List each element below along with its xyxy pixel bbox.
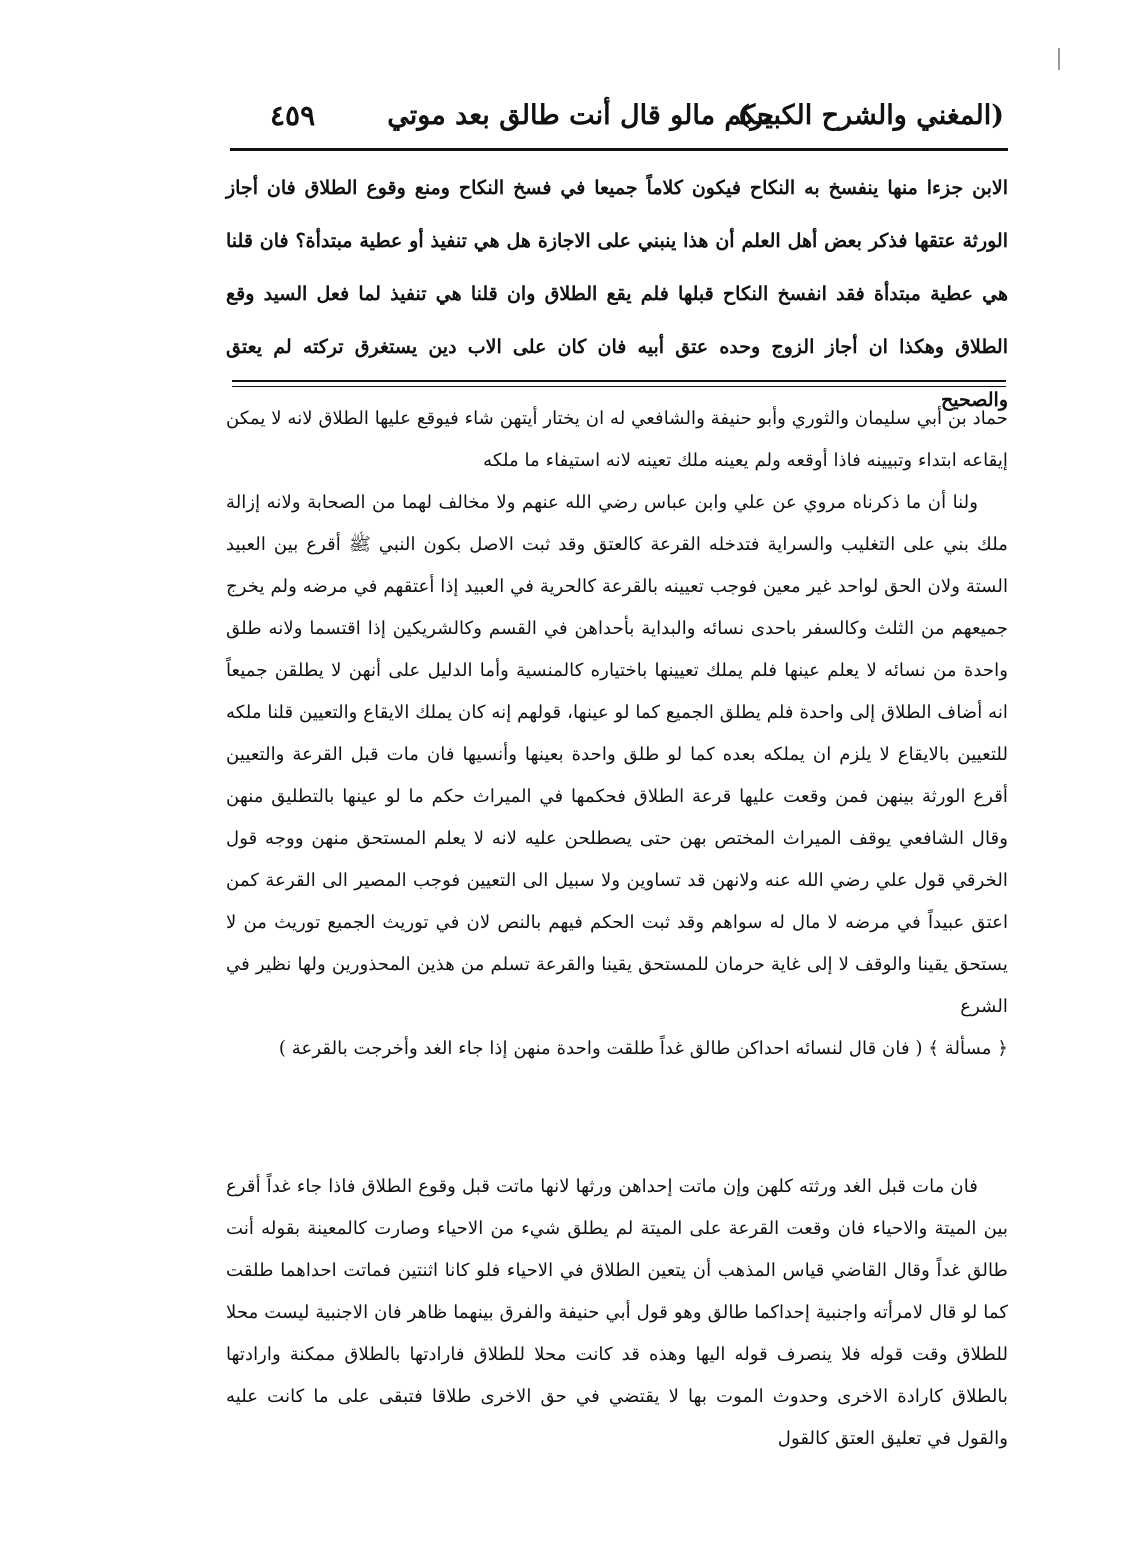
commentary-block <box>226 398 1008 1070</box>
commentary-paragraph-3: فان مات قبل الغد ورثته كلهن وإن ماتت إحداهن ورثها لانها ماتت قبل وقوع الطلاق فاذا جاء غداً أقرع بين الميتة والاحياء فان وقعت القرعة على الميتة لم يطلق شيء من الاحياء وصارت كالمعينة بقوله أنت طالق غداً وقال القاضي قياس المذهب أن يتعين الطلاق في الاحياء فلو كانا اثنتين فماتت احداهما طلقت كما لو قال لامرأته واجنبية إحداكما طالق وهو قول أبي حنيفة والفرق بينهما ظاهر فان الاجنبية ليست محلا للطلاق وقت قوله فلا ينصرف قوله اليها وهذه قد كانت محلا للطلاق فارادتها بالطلاق ممكنة وارادتها بالطلاق كارادة الاخرى وحدوث الموت بها لا يقتضي في حق الاخرى طلاقا فتبقى على ما كانت عليه والقول في تعليق العتق كالقول <box>226 1176 1008 1449</box>
page-number: ٤٥٩ <box>270 99 316 132</box>
issue-heading: ﴿ مسألة ﴾ ( فان قال لنسائه احداكن طالق غداً طلقت واحدة منهن إذا جاء الغد وأخرجت بالقرعة ) <box>278 1038 1008 1059</box>
separator-rule-bottom <box>232 386 1006 387</box>
main-paragraph: الابن جزءا منها ينفسخ به النكاح فيكون كلاماً جميعا في فسخ النكاح ومنع وقوع الطلاق فان أجاز الورثة عتقها فذكر بعض أهل العلم أن هذا ينبني على الاجازة هل هي تنفيذ أو عطية مبتدأة؟ فان قلنا هي عطية مبتدأة فقد انفسخ النكاح قبلها فلم يقع الطلاق وان قلنا هي تنفيذ لما فعل السيد وقع الطلاق وهكذا ان أجاز الزوج وحده عتق أبيه فان كان على الاب دين يستغرق تركته لم يعتق والصحيح <box>226 177 1008 411</box>
commentary-paragraph-2: ولنا أن ما ذكرناه مروي عن علي وابن عباس رضي الله عنهم ولا مخالف لهما من الصحابة ولانه إزالة ملك بني على التغليب والسراية فتدخله القرعة كالعتق وقد ثبت الاصل بكون النبي ﷺ أقرع بين العبيد الستة ولان الحق لواحد غير معين فوجب تعيينه بالقرعة كالحرية في العبيد إذا أعتقهم في مرضه ولم يخرج جميعهم من الثلث وكالسفر باحدى نسائه والبداية بأحداهن في القسم وكالشريكين إذا اقتسما ولانه طلق واحدة من نسائه لا يعلم عينها فلم يملك تعيينها باختياره كالمنسية وأما الدليل على أنهن لا يطلقن جميعاً انه أضاف الطلاق إلى واحدة فلم يطلق الجميع كما لو عينها، قولهم إنه كان يملك الايقاع والتعيين قلنا ملكه للتعيين بالايقاع لا يلزم ان يملكه بعده كما لو طلق واحدة بعينها وأنسيها فان مات قبل القرعة والتعيين أقرع الورثة بينهن فمن وقعت عليها قرعة الطلاق فحكمها في الميراث حكم ما لو عينها بالتطليق منهن وقال الشافعي يوقف الميراث المختص بهن حتى يصطلحن عليه لانه لا يعلم المستحق منهن ووجه قول الخرقي قول علي رضي الله عنه ولانهن قد تساوين ولا سبيل الى التعيين فوجب المصير الى القرعة كمن اعتق عبيداً في مرضه لا مال له سواهم وقد ثبت الحكم فيهم بالنص لان في توريث الجميع توريث من لا يستحق يقينا والوقف لا إلى غاية حرمان للمستحق يقينا والقرعة تسلم من هذين المحذورين ولها نظير في الشرع <box>226 492 1008 1017</box>
header-rule <box>230 148 1008 151</box>
book-title: (المغني والشرح الكبير) <box>737 100 1004 131</box>
commentary-block-2 <box>226 1166 1008 1460</box>
main-text-block <box>226 162 1008 427</box>
commentary-paragraph-1: حماد بن أبي سليمان والثوري وأبو حنيفة والشافعي له ان يختار أيتهن شاء فيوقع عليها الطلاق لانه لا يمكن إيقاعه ابتداء وتبيينه فاذا أوقعه ولم يعينه ملك تعينه لانه استيفاء ما ملكه <box>226 408 1008 471</box>
separator-rule-top <box>232 380 1006 382</box>
scan-mark <box>1058 48 1060 70</box>
chapter-title: حكم مالو قال أنت طالق بعد موتي <box>387 100 774 131</box>
page-header <box>232 92 1004 140</box>
